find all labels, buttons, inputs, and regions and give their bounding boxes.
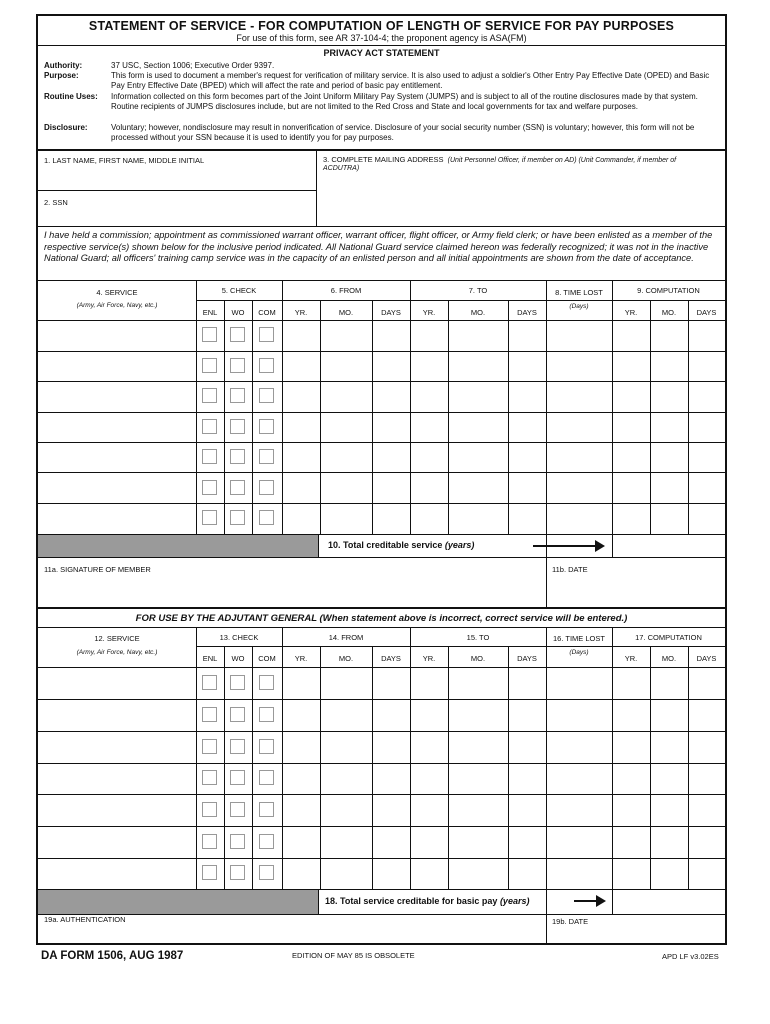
purpose-text: This form is used to document a member's request for verification of military service. It is also used to adjust a soldier's Other Entry Pay Effective Date (OPED) and Basic Pay Entry Effective Date (BPED) which will affect the rate and period of basic pay entitlement. [111, 71, 710, 91]
disclosure-text: Voluntary; however, nondisclosure may result in nonverification of service. Disclosure of your social security number (SSN) is voluntary; however, this form will not be processed without your SSN because it is used to identify you for pay purposes. [111, 123, 695, 143]
from-mo-header: MO. [338, 308, 354, 317]
wo-checkbox[interactable] [230, 419, 245, 434]
purpose-label: Purpose: [44, 71, 79, 80]
form-subtitle: For use of this form, see AR 37-104-4; the proponent agency is ASA(FM) [236, 33, 527, 43]
enl-checkbox[interactable] [202, 419, 217, 434]
total-row-shading-2 [38, 890, 318, 914]
wo-header-2: WO [231, 654, 245, 663]
com-checkbox[interactable] [259, 675, 274, 690]
from-days-header-2: DAYS [381, 654, 401, 663]
enl-header: ENL [202, 308, 218, 317]
service-header-2: 12. SERVICE [94, 634, 140, 643]
signature-date-label: 11b. DATE [552, 565, 588, 574]
service-note-2: (Army, Air Force, Navy, etc.) [76, 649, 158, 656]
com-header-2: COM [258, 654, 276, 663]
wo-checkbox[interactable] [230, 480, 245, 495]
comp-mo-header: MO. [661, 308, 677, 317]
wo-checkbox[interactable] [230, 510, 245, 525]
address-field[interactable] [319, 176, 721, 224]
com-checkbox[interactable] [259, 388, 274, 403]
service-header: 4. SERVICE [96, 288, 138, 297]
check-header: 5. CHECK [221, 286, 257, 295]
to-header-2: 15. TO [466, 633, 490, 642]
from-yr-header: YR. [294, 308, 308, 317]
name-field[interactable] [40, 166, 314, 188]
com-checkbox[interactable] [259, 802, 274, 817]
authority-label: Authority: [44, 61, 83, 70]
enl-checkbox[interactable] [202, 358, 217, 373]
adjutant-heading: FOR USE BY THE ADJUTANT GENERAL (When statement above is incorrect, correct service will be entered.) [135, 613, 628, 624]
wo-checkbox[interactable] [230, 865, 245, 880]
total-basic-pay-label: 18. Total service creditable for basic pay (years) [325, 896, 530, 906]
routine-uses-label: Routine Uses: [44, 92, 98, 101]
time-lost-header: 8. TIME LOST [555, 288, 603, 297]
total-creditable-label: 10. Total creditable service (years) [328, 540, 475, 550]
authentication-label: 19a. AUTHENTICATION [44, 915, 126, 924]
arrow-right-icon [574, 900, 604, 902]
comp-yr-header: YR. [624, 308, 638, 317]
name-label: 1. LAST NAME, FIRST NAME, MIDDLE INITIAL [44, 156, 205, 165]
to-days-header-2: DAYS [517, 654, 537, 663]
authority-text: 37 USC, Section 1006; Executive Order 9397. [111, 61, 275, 70]
wo-checkbox[interactable] [230, 675, 245, 690]
time-lost-note-2: (Days) [569, 649, 589, 656]
time-lost-header-2: 16. TIME LOST [553, 634, 605, 643]
check-header-2: 13. CHECK [219, 633, 259, 642]
com-checkbox[interactable] [259, 739, 274, 754]
enl-checkbox[interactable] [202, 480, 217, 495]
authentication-date-label: 19b. DATE [552, 917, 589, 926]
com-checkbox[interactable] [259, 419, 274, 434]
enl-checkbox[interactable] [202, 834, 217, 849]
address-label: 3. COMPLETE MAILING ADDRESS (Unit Personnel Officer, if member on AD) (Unit Commander, if member of [323, 155, 677, 164]
signature-field[interactable] [40, 576, 544, 606]
to-yr-header-2: YR. [422, 654, 436, 663]
computation-header: 9. COMPUTATION [637, 286, 700, 295]
to-yr-header: YR. [422, 308, 436, 317]
com-checkbox[interactable] [259, 327, 274, 342]
com-checkbox[interactable] [259, 865, 274, 880]
signature-date-field[interactable] [548, 576, 723, 606]
address-note: ACDUTRA) [323, 165, 360, 172]
to-mo-header: MO. [470, 308, 486, 317]
wo-checkbox[interactable] [230, 707, 245, 722]
to-header: 7. TO [468, 286, 488, 295]
wo-checkbox[interactable] [230, 802, 245, 817]
enl-checkbox[interactable] [202, 802, 217, 817]
comp-yr-header-2: YR. [624, 654, 638, 663]
enl-checkbox[interactable] [202, 388, 217, 403]
version-label: APD LF v3.02ES [662, 952, 719, 961]
enl-checkbox[interactable] [202, 707, 217, 722]
wo-checkbox[interactable] [230, 358, 245, 373]
wo-checkbox[interactable] [230, 388, 245, 403]
time-lost-note: (Days) [569, 303, 589, 310]
edition-note: EDITION OF MAY 85 IS OBSOLETE [292, 951, 415, 960]
comp-mo-header-2: MO. [661, 654, 677, 663]
com-checkbox[interactable] [259, 510, 274, 525]
from-mo-header-2: MO. [338, 654, 354, 663]
com-checkbox[interactable] [259, 358, 274, 373]
ssn-label: 2. SSN [44, 198, 68, 207]
comp-days-header-2: DAYS [696, 654, 717, 663]
authentication-field[interactable] [40, 925, 544, 942]
wo-checkbox[interactable] [230, 739, 245, 754]
wo-header: WO [231, 308, 245, 317]
to-mo-header-2: MO. [470, 654, 486, 663]
ssn-field[interactable] [40, 208, 314, 224]
com-checkbox[interactable] [259, 707, 274, 722]
com-checkbox[interactable] [259, 449, 274, 464]
comp-days-header: DAYS [696, 308, 717, 317]
to-days-header: DAYS [517, 308, 537, 317]
com-checkbox[interactable] [259, 770, 274, 785]
from-days-header: DAYS [381, 308, 401, 317]
wo-checkbox[interactable] [230, 834, 245, 849]
privacy-statement [44, 61, 719, 149]
from-header-2: 14. FROM [328, 633, 364, 642]
from-header: 6. FROM [330, 286, 362, 295]
enl-checkbox[interactable] [202, 327, 217, 342]
service-note: (Army, Air Force, Navy, etc.) [76, 302, 158, 309]
enl-checkbox[interactable] [202, 865, 217, 880]
total-creditable-field[interactable] [613, 535, 723, 557]
member-statement: I have held a commission; appointment as commissioned warrant officer, warrant officer, flight officer, or Army field clerk; or have been enlisted as a member of the respective service(s) shown below for the inclusive period indicated. All National Guard service claimed hereon was federally recognized; it was not in the inactive National Guard; all officers' training camp service was in the capacity of an enlisted person and all initial appointments are shown from the date of acceptance. [44, 230, 713, 264]
arrow-right-icon [533, 545, 603, 547]
privacy-heading: PRIVACY ACT STATEMENT [323, 48, 440, 58]
com-checkbox[interactable] [259, 480, 274, 495]
wo-checkbox[interactable] [230, 449, 245, 464]
disclosure-label: Disclosure: [44, 123, 88, 132]
enl-checkbox[interactable] [202, 739, 217, 754]
wo-checkbox[interactable] [230, 327, 245, 342]
enl-checkbox[interactable] [202, 449, 217, 464]
total-row-shading [38, 535, 318, 557]
form-title: STATEMENT OF SERVICE - FOR COMPUTATION OF LENGTH OF SERVICE FOR PAY PURPOSES [88, 19, 675, 33]
signature-label: 11a. SIGNATURE OF MEMBER [44, 565, 151, 574]
wo-checkbox[interactable] [230, 770, 245, 785]
computation-header-2: 17. COMPUTATION [635, 633, 702, 642]
total-basic-pay-field[interactable] [613, 890, 723, 913]
com-checkbox[interactable] [259, 834, 274, 849]
enl-checkbox[interactable] [202, 770, 217, 785]
enl-header-2: ENL [202, 654, 218, 663]
form-number: DA FORM 1506, AUG 1987 [41, 950, 184, 962]
enl-checkbox[interactable] [202, 675, 217, 690]
authentication-date-field[interactable] [548, 926, 723, 942]
com-header: COM [258, 308, 276, 317]
routine-uses-text: Information collected on this form becomes part of the Joint Uniform Military Pay System (JUMPS) and is subject to all of the routine disclosures made by that system. Routine recipients of JUMPS disclosures include, but are not limited to the Red Cross and State and local governments for tax and welfare purposes. [111, 92, 698, 112]
statement-of-service-form [36, 14, 727, 945]
from-yr-header-2: YR. [294, 654, 308, 663]
enl-checkbox[interactable] [202, 510, 217, 525]
